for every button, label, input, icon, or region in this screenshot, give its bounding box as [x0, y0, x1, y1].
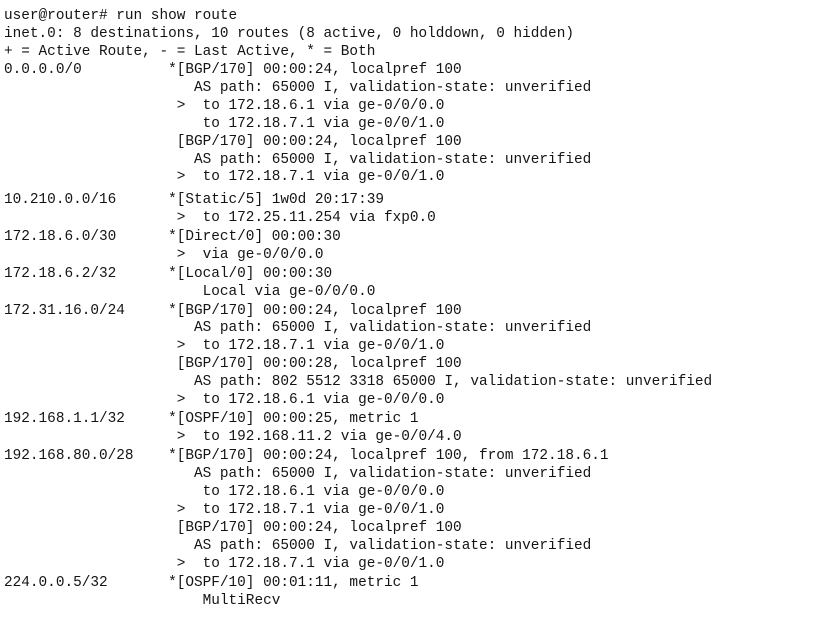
route-line: > via ge-0/0/0.0 [4, 246, 324, 263]
route-line: AS path: 65000 I, validation-state: unverified [4, 537, 592, 554]
route-line: AS path: 65000 I, validation-state: unverified [4, 465, 592, 482]
route-line: 172.18.6.2/32 *[Local/0] 00:00:30 [4, 265, 333, 282]
route-line: > to 172.18.6.1 via ge-0/0/0.0 [4, 392, 445, 409]
route-line: to 172.18.7.1 via ge-0/0/1.0 [4, 115, 445, 132]
route-line: AS path: 65000 I, validation-state: unverified [4, 151, 592, 168]
route-line: > to 172.18.7.1 via ge-0/0/1.0 [4, 169, 445, 186]
route-line: 10.210.0.0/16 *[Static/5] 1w0d 20:17:39 [4, 191, 384, 208]
terminal-output [4, 8, 816, 610]
route-entry [4, 192, 816, 228]
route-legend: + = Active Route, - = Last Active, * = Both [4, 43, 376, 60]
route-line: MultiRecv [4, 592, 281, 609]
route-line: > to 172.18.7.1 via ge-0/0/1.0 [4, 501, 445, 518]
route-line: > to 172.18.6.1 via ge-0/0/0.0 [4, 97, 445, 114]
route-line: to 172.18.6.1 via ge-0/0/0.0 [4, 483, 445, 500]
route-line: > to 192.168.11.2 via ge-0/0/4.0 [4, 429, 462, 446]
route-entry [4, 575, 816, 611]
route-entry [4, 411, 816, 447]
route-line: > to 172.25.11.254 via fxp0.0 [4, 209, 436, 226]
command-line: user@router# run show route [4, 8, 238, 24]
route-line: [BGP/170] 00:00:24, localpref 100 [4, 133, 462, 150]
route-line: 224.0.0.5/32 *[OSPF/10] 00:01:11, metric 1 [4, 574, 419, 591]
route-table-summary: inet.0: 8 destinations, 10 routes (8 active, 0 holddown, 0 hidden) [4, 25, 574, 42]
route-entry [4, 229, 816, 265]
route-line: 192.168.1.1/32 *[OSPF/10] 00:00:25, metric 1 [4, 411, 419, 428]
route-line: > to 172.18.7.1 via ge-0/0/1.0 [4, 338, 445, 355]
route-line: 0.0.0.0/0 *[BGP/170] 00:00:24, localpref 100 [4, 61, 462, 78]
route-entry [4, 448, 816, 574]
route-line: 172.18.6.0/30 *[Direct/0] 00:00:30 [4, 228, 341, 245]
route-entry-default [4, 62, 816, 188]
route-line: 172.31.16.0/24 *[BGP/170] 00:00:24, localpref 100 [4, 302, 462, 319]
route-line: Local via ge-0/0/0.0 [4, 283, 376, 300]
route-line: [BGP/170] 00:00:28, localpref 100 [4, 356, 462, 373]
route-line: 192.168.80.0/28 *[BGP/170] 00:00:24, localpref 100, from 172.18.6.1 [4, 448, 609, 464]
route-line: > to 172.18.7.1 via ge-0/0/1.0 [4, 555, 445, 572]
route-entry [4, 303, 816, 411]
route-line: AS path: 65000 I, validation-state: unverified [4, 79, 592, 96]
route-entry [4, 266, 816, 302]
route-line: AS path: 802 5512 3318 65000 I, validation-state: unverified [4, 374, 713, 391]
route-line: AS path: 65000 I, validation-state: unverified [4, 320, 592, 337]
route-line: [BGP/170] 00:00:24, localpref 100 [4, 519, 462, 536]
